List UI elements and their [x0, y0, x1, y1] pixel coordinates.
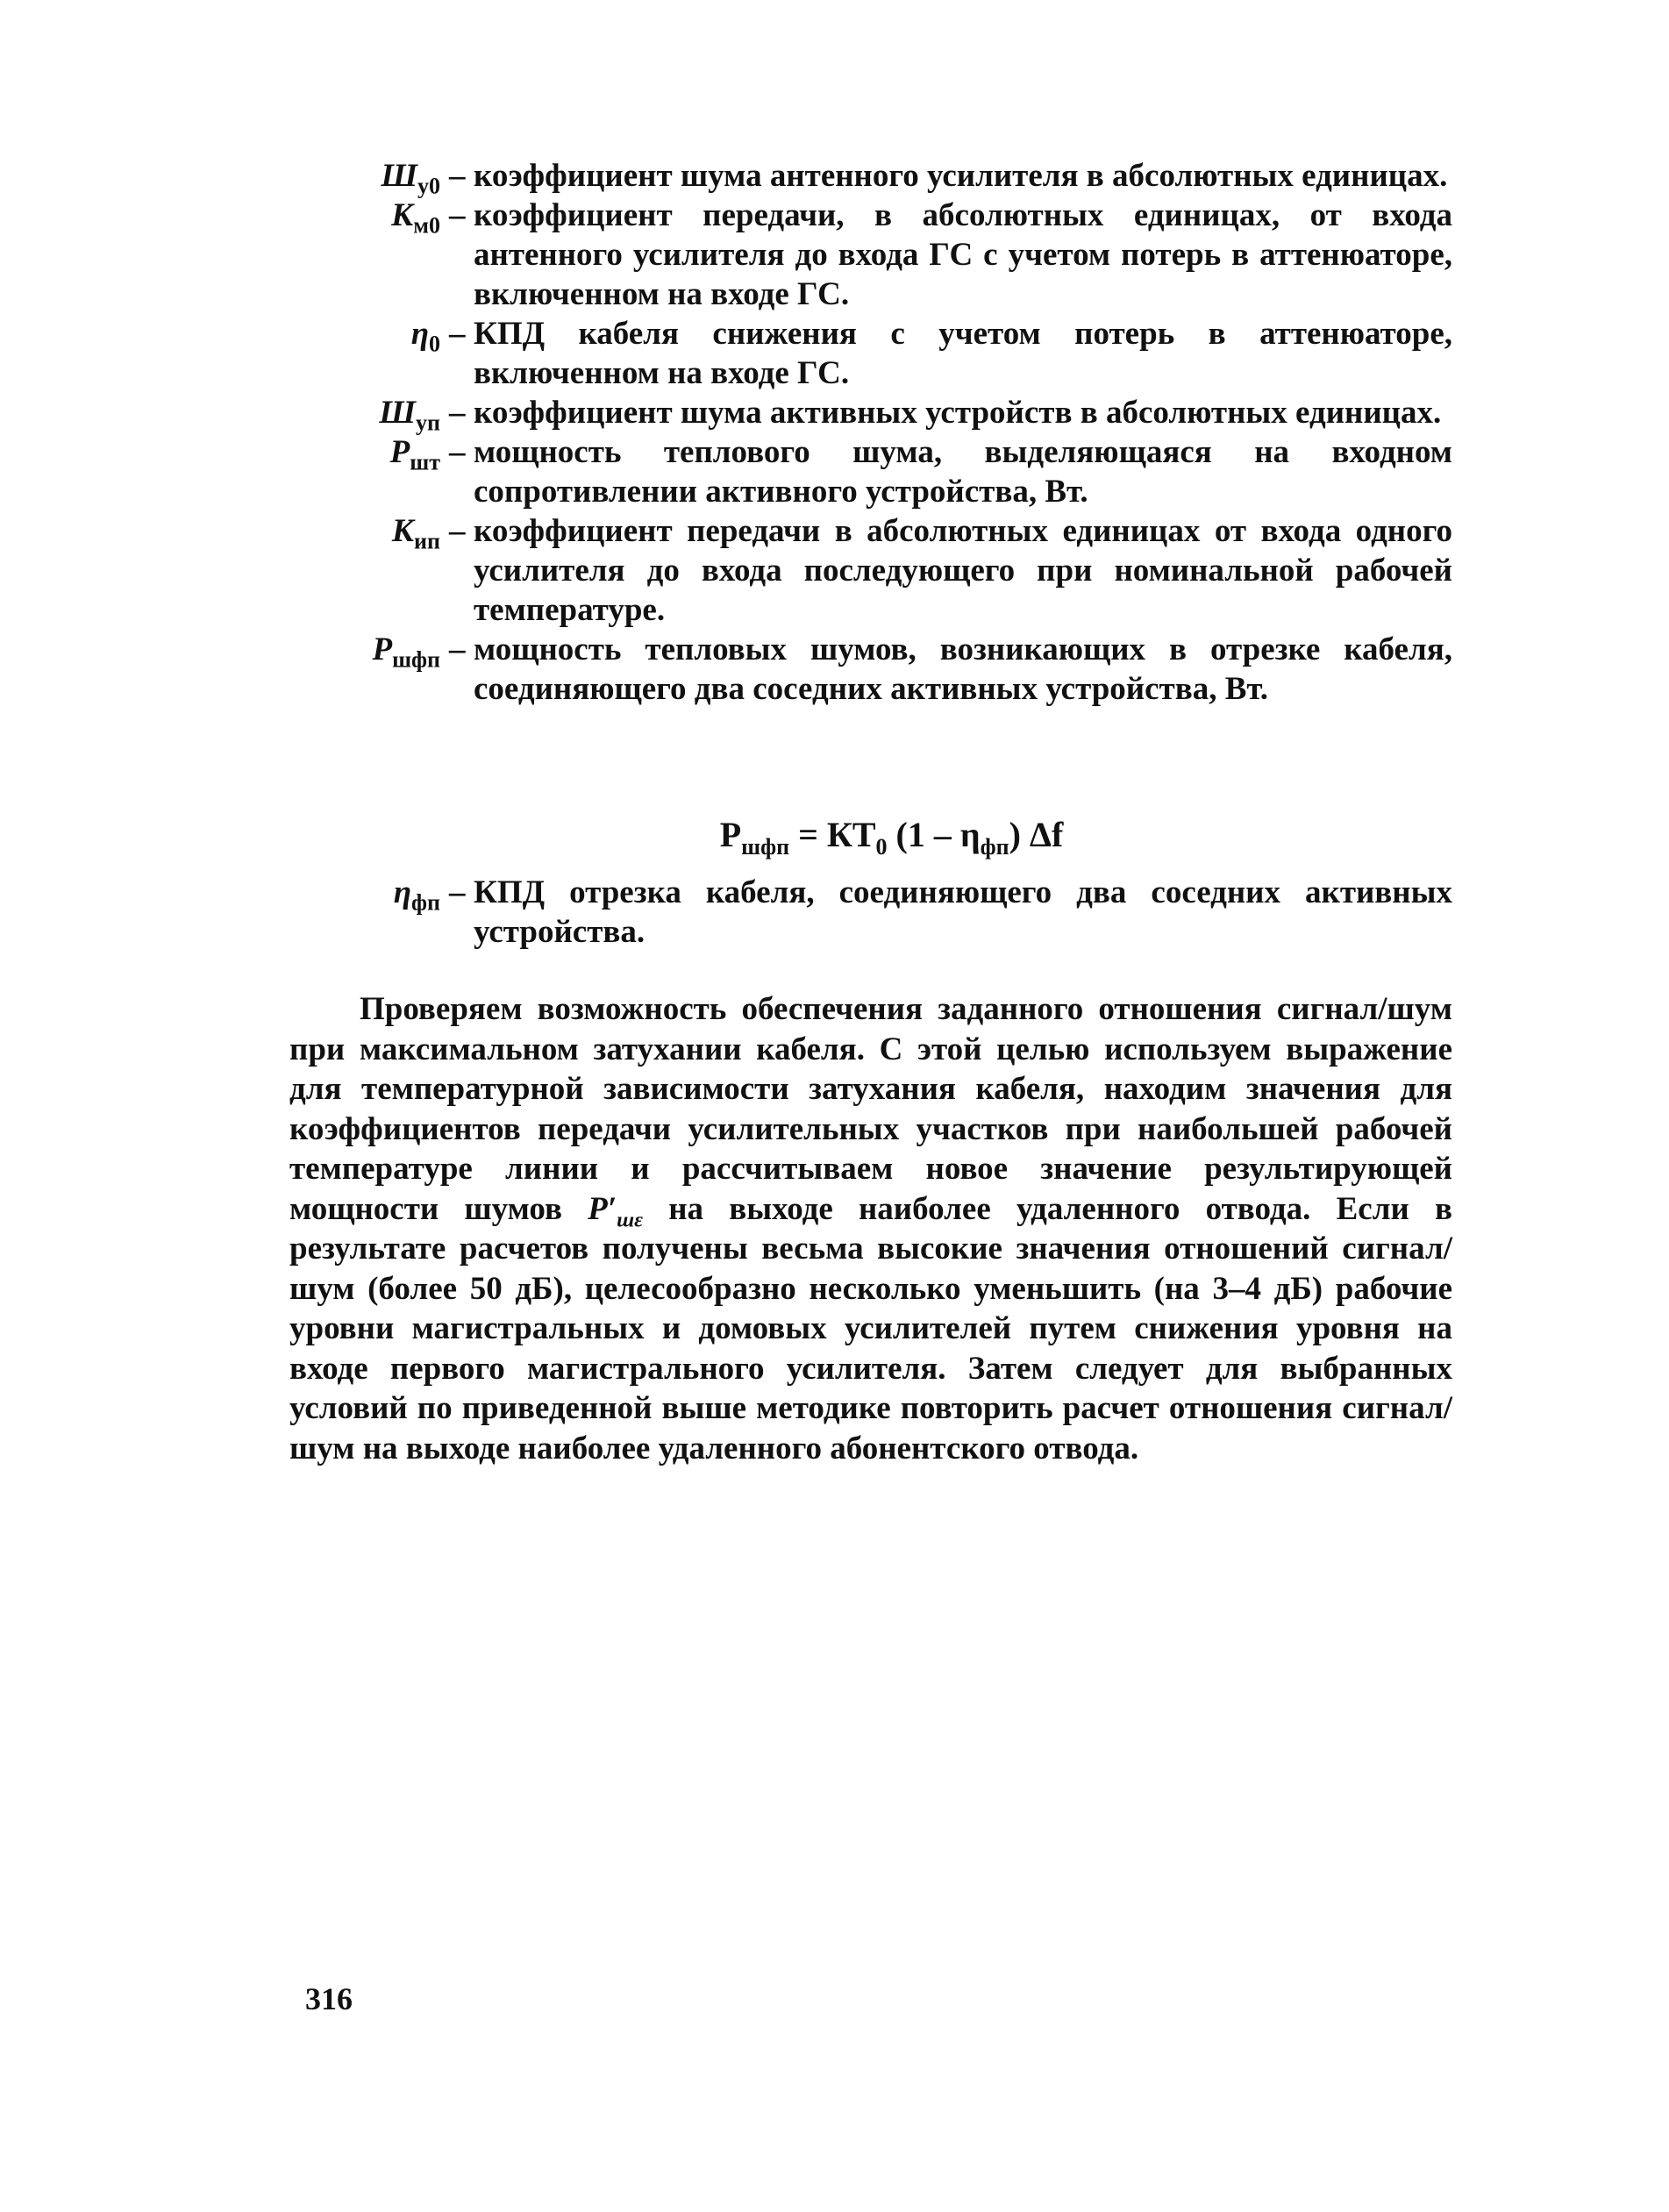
definition-symbol: $Р_{шфп}$ [372, 631, 440, 673]
page-number: 316 [305, 1981, 353, 2016]
definition-symbol: $Ш_{уп}$ [379, 395, 440, 436]
definitions-list [325, 156, 1452, 709]
definition-text: мощность теплового шума, выделяющаяся на входном сопротивлении активного устройства, Вт. [474, 434, 1452, 510]
definition-item: $\eta_{фп}$ – КПД отрезка кабеля, соединяющего два соседних активных устройства. [325, 873, 1452, 952]
definition-text: коэффициент передачи, в абсолютных единицах, от входа антенного усилителя до входа ГС с учетом потерь в аттенюаторе, включенном на входе ГС. [474, 197, 1452, 312]
equation: $Р_{шфп} = КТ_0$ $(1 - \eta_{фп})$ Δf [719, 815, 1064, 860]
definition-text: коэффициент шума активных устройств в абсолютных единицах. [474, 395, 1442, 431]
body-paragraph: Проверяем возможность обеспечения заданного отношения сигнал/шум при максимальном затухании кабеля. С этой целью используем выражение для температурной зависимости затухания кабеля, находим значения для коэффициентов передачи усилительных участков при наибольшей рабочей температуре линии и рассчитываем новое значение результирующей мощности шумов $Р'_{ш\varepsilon}$ на выходе наиболее удаленного отвода. Если в результате расчетов получены весьма высокие значения отношений сигнал/шум (более 50 дБ), целесообразно несколько уменьшить (на 3–4 дБ) рабочие уровни магистральных и домовых усилителей путем снижения уровня на входе первого магистрального усилителя. Затем следует для выбранных условий по приведенной выше методике повторить расчет отношения сигнал/шум на выходе наиболее удаленного абонентского отвода. [289, 991, 1452, 1466]
definition-item: $Ш_{у0}$ – коэффициент шума антенного усилителя в абсолютных единицах. [325, 156, 1452, 196]
definition-text: КПД отрезка кабеля, соединяющего два соседних активных устройства. [474, 874, 1452, 950]
definition-symbol: $\eta_0$ [410, 316, 440, 357]
definition-item: $К_{м0}$ – коэффициент передачи, в абсолютных единицах, от входа антенного усилителя до входа ГС с учетом потерь в аттенюаторе, включенном на входе ГС. [325, 196, 1452, 314]
definition-text: КПД кабеля снижения с учетом потерь в аттенюаторе, включенном на входе ГС. [474, 316, 1452, 391]
definition-symbol: $Ш_{у0}$ [381, 158, 440, 199]
definition-item: $Ш_{уп}$ – коэффициент шума активных устройств в абсолютных единицах. [325, 393, 1452, 432]
definition-symbol: $К_{ип}$ [391, 513, 440, 554]
definition-text: мощность тепловых шумов, возникающих в отрезке кабеля, соединяющего два соседних активных устройства, Вт. [474, 631, 1452, 707]
definition-after-equation [325, 873, 1452, 952]
inline-symbol: $Р'_{ш\varepsilon}$ [588, 1190, 643, 1231]
definition-item: $\eta_0$ – КПД кабеля снижения с учетом потерь в аттенюаторе, включенном на входе ГС. [325, 314, 1452, 393]
definition-text: коэффициент шума антенного усилителя в абсолютных единицах. [474, 158, 1448, 194]
definition-symbol: $К_{м0}$ [391, 197, 440, 239]
definition-symbol: $Р_{шт}$ [389, 434, 440, 475]
definition-item: $Р_{шфп}$ – мощность тепловых шумов, возникающих в отрезке кабеля, соединяющего два соседних активных устройства, Вт. [325, 630, 1452, 709]
definition-item: $Р_{шт}$ – мощность теплового шума, выделяющаяся на входном сопротивлении активного устройства, Вт. [325, 432, 1452, 511]
definition-symbol: $\eta_{фп}$ [393, 874, 440, 916]
definition-text: коэффициент передачи в абсолютных единицах от входа одного усилителя до входа последующего при номинальной рабочей температуре. [474, 513, 1452, 628]
definition-item: $К_{ип}$ – коэффициент передачи в абсолютных единицах от входа одного усилителя до входа последующего при номинальной рабочей температуре. [325, 511, 1452, 630]
